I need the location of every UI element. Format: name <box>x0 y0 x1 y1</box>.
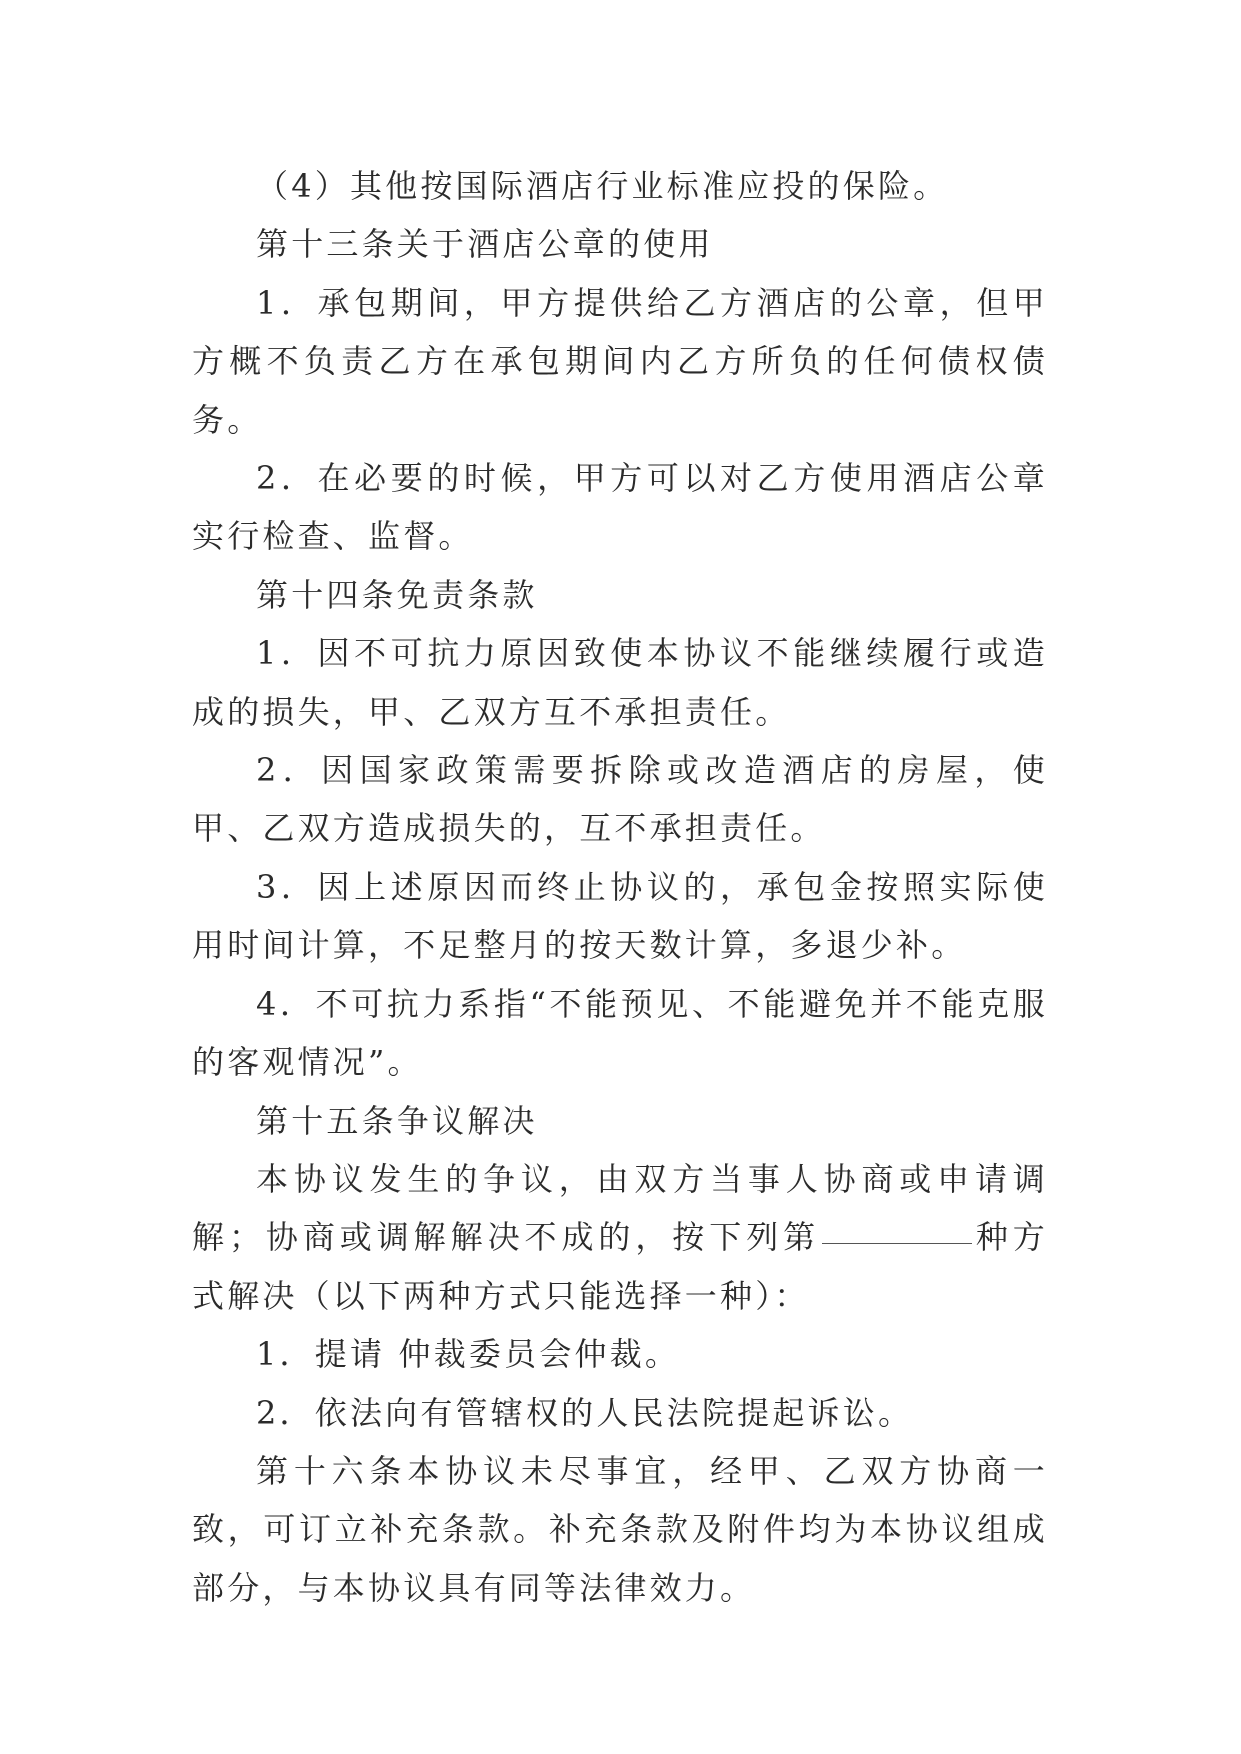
document-body <box>192 157 1048 1617</box>
paragraph-arbitration: 1．提请 仲裁委员会仲裁。 <box>256 1335 681 1374</box>
heading-article-13: 第十三条关于酒店公章的使用 <box>256 225 714 264</box>
paragraph-exemption-3: 3．因上述原因而终止协议的，承包金按照实际使用时间计算，不足整月的按天数计算，多退少补。 <box>192 867 1048 965</box>
paragraph-exemption-1: 1．因不可抗力原因致使本协议不能继续履行或造成的损失，甲、乙双方互不承担责任。 <box>192 634 1048 731</box>
heading-article-16: 第十六条本协议未尽事宜，经甲、乙双方协商一致，可订立补充条款。补充条款及附件均为本协议组成部分，与本协议具有同等法律效力。 <box>192 1451 1048 1607</box>
heading-article-15: 第十五条争议解决 <box>256 1101 538 1140</box>
paragraph-dispute-method <box>192 1150 1048 1325</box>
dispute-text-before: 本协议发生的争议，由双方当事人协商或申请调解；协商或调解解决不成的，按下列第 <box>192 1159 1048 1257</box>
paragraph-insurance-other: （4）其他按国际酒店行业标准应投的保险。 <box>256 167 949 205</box>
paragraph-seal-2: 2．在必要的时候，甲方可以对乙方使用酒店公章实行检查、监督。 <box>192 459 1048 556</box>
paragraph-seal-1: 1．承包期间，甲方提供给乙方酒店的公章，但甲方概不负责乙方在承包期间内乙方所负的任何债权债务。 <box>192 283 1048 439</box>
heading-article-14: 第十四条免责条款 <box>256 575 538 614</box>
paragraph-exemption-2: 2．因国家政策需要拆除或改造酒店的房屋，使甲、乙双方造成损失的，互不承担责任。 <box>192 751 1048 848</box>
fill-in-blank <box>822 1242 972 1244</box>
paragraph-exemption-4: 4．不可抗力系指“不能预见、不能避免并不能克服的客观情况”。 <box>192 984 1048 1082</box>
dispute-text-after: 种方式解决（以下两种方式只能选择一种）： <box>192 1218 1049 1315</box>
paragraph-litigation: 2．依法向有管辖权的人民法院提起诉讼。 <box>256 1393 914 1432</box>
